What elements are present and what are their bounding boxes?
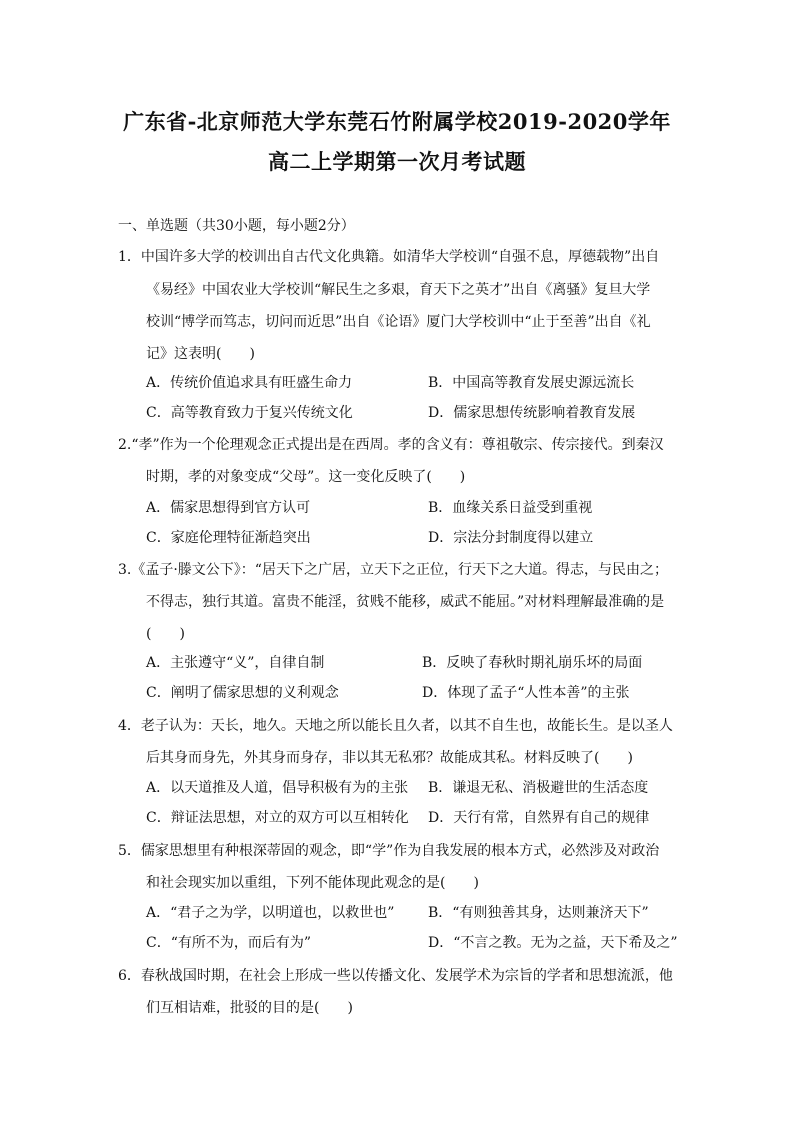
question-text-line: 3.《孟子·滕文公下》：“居天下之广居，立天下之正位，行天下之大道。得志，与民由之； [118, 562, 668, 578]
option-b: B．血缘关系日益受到重视 [428, 500, 593, 516]
question-text-line: 《易经》中国农业大学校训“解民生之多艰，育天下之英才”出自《离骚》复旦大学 [146, 282, 651, 298]
exam-title-line1: 广东省-北京师范大学东莞石竹附属学校2019-2020学年 [123, 109, 671, 134]
option-d: D．体现了孟子“人性本善”的主张 [422, 685, 630, 701]
option-a: A．“君子之为学，以明道也，以救世也” [146, 905, 395, 921]
question-text-line: 记》这表明( ) [146, 346, 255, 362]
question-text-line: 1．中国许多大学的校训出自古代文化典籍。如清华大学校训“自强不息，厚德载物”出自 [118, 249, 660, 265]
option-d: D．天行有常，自然界有自己的规律 [428, 810, 650, 826]
question-text-line: 时期，孝的对象变成“父母”。这一变化反映了( ) [146, 469, 466, 485]
option-a: A．儒家思想得到官方认可 [146, 500, 311, 516]
option-c: C．阐明了儒家思想的义利观念 [146, 685, 339, 701]
question-text-line: ( ) [146, 626, 185, 642]
question-text-line: 2.“孝”作为一个伦理观念正式提出是在西周。孝的含义有：尊祖敬宗、传宗接代。到秦汉 [118, 437, 664, 453]
option-b: B．“有则独善其身，达则兼济天下” [428, 905, 649, 921]
option-c: C．高等教育致力于复兴传统文化 [146, 405, 353, 421]
option-d: D．儒家思想传统影响着教育发展 [428, 405, 636, 421]
option-c: C．辩证法思想，对立的双方可以互相转化 [146, 810, 409, 826]
section-heading: 一、单选题（共30小题，每小题2分） [118, 218, 355, 234]
exam-title-line2: 高二上学期第一次月考试题 [268, 149, 526, 174]
option-a: A．传统价值追求具有旺盛生命力 [146, 375, 353, 391]
option-c: C．家庭伦理特征渐趋突出 [146, 530, 311, 546]
question-text-line: 后其身而身先，外其身而身存，非以其无私邪？故能成其私。材料反映了( ) [146, 750, 633, 766]
question-text-line: 4．老子认为：天长，地久。天地之所以能长且久者，以其不自生也，故能长生。是以圣人 [118, 718, 673, 734]
question-text-line: 6．春秋战国时期，在社会上形成一些以传播文化、发展学术为宗旨的学者和思想流派，他 [118, 968, 673, 984]
question-text-line: 们互相诘难，批驳的目的是( ) [146, 1000, 353, 1016]
option-a: A．主张遵守“义”，自律自制 [146, 655, 325, 671]
option-d: D．“不言之教。无为之益，天下希及之” [428, 935, 678, 951]
option-d: D．宗法分封制度得以建立 [428, 530, 594, 546]
option-b: B．反映了春秋时期礼崩乐坏的局面 [422, 655, 643, 671]
question-text-line: 5．儒家思想里有种根深蒂固的观念，即“学”作为自我发展的根本方式，必然涉及对政治 [118, 843, 660, 859]
question-text-line: 不得志，独行其道。富贵不能淫，贫贱不能移，威武不能屈。”对材料理解最准确的是 [146, 594, 665, 610]
option-b: B．中国高等教育发展史源远流长 [428, 375, 635, 391]
question-text-line: 校训“博学而笃志，切问而近思”出自《论语》厦门大学校训中“止于至善”出自《礼 [146, 314, 651, 330]
option-b: B．谦退无私、消极避世的生活态度 [428, 780, 649, 796]
option-a: A．以天道推及人道，倡导积极有为的主张 [146, 780, 409, 796]
question-text-line: 和社会现实加以重组，下列不能体现此观念的是( ) [146, 875, 479, 891]
option-c: C．“有所不为，而后有为” [146, 935, 312, 951]
